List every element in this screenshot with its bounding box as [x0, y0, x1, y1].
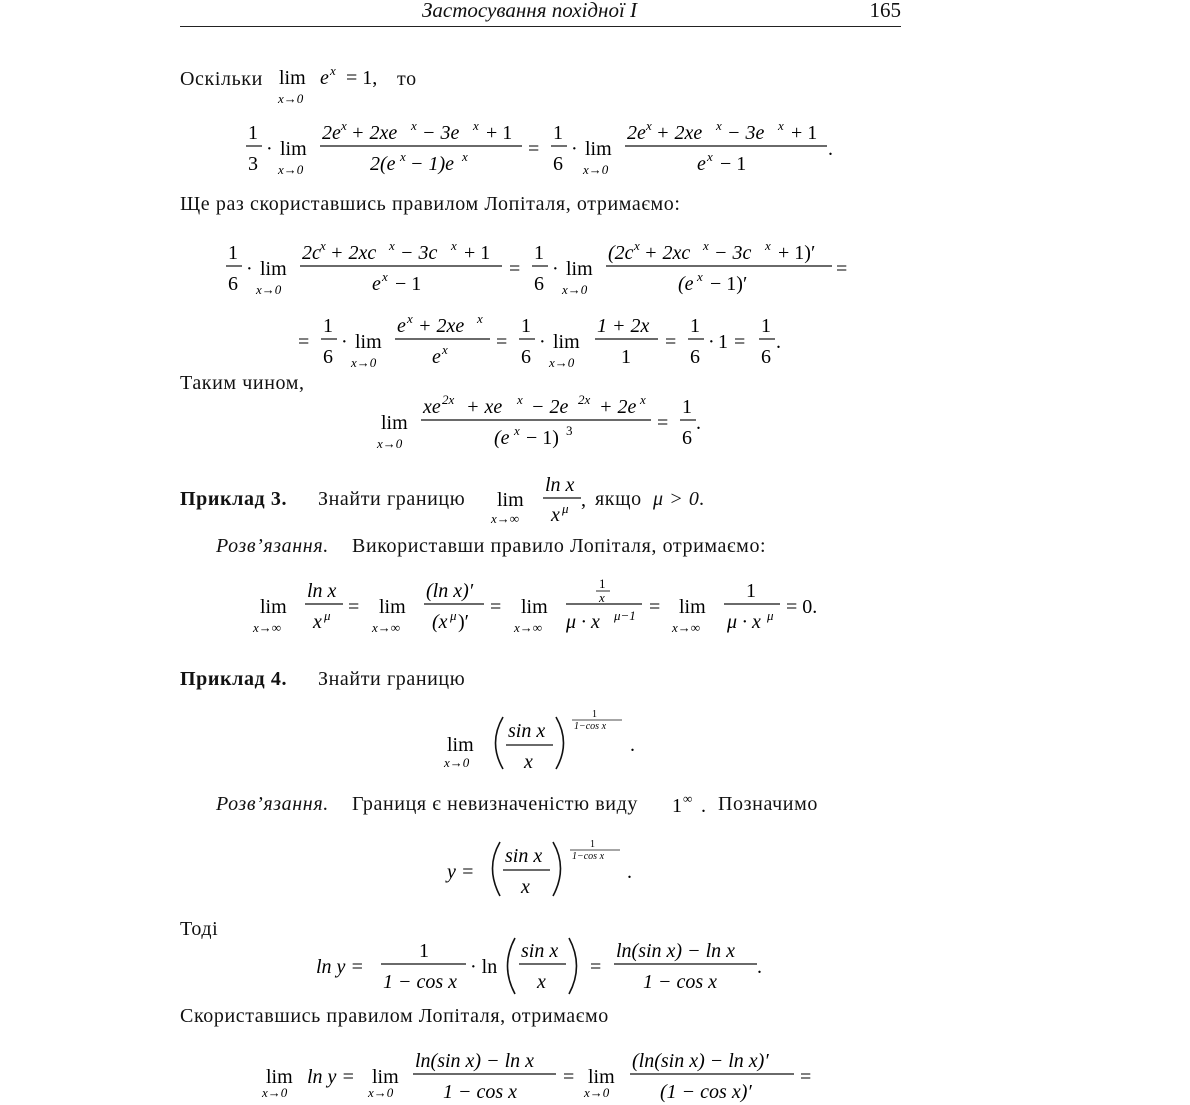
svg-text:x→0: x→0: [562, 282, 588, 297]
svg-text:6: 6: [553, 153, 563, 175]
svg-text:y =: y =: [447, 861, 475, 883]
svg-text:6: 6: [534, 273, 544, 295]
svg-text:x→0: x→0: [368, 1085, 394, 1100]
equation-1: [0, 112, 1190, 182]
svg-text:∞: ∞: [683, 791, 693, 806]
solution4-one-inf: [0, 785, 1190, 820]
svg-text:=: =: [649, 596, 661, 618]
svg-text:x: x: [341, 118, 347, 133]
svg-text:− 1)′: − 1)′: [710, 273, 748, 295]
svg-text:lim: lim: [379, 596, 406, 618]
text-line2: Ще раз скориставшись правилом Лопіталя, отримаємо:: [180, 193, 681, 215]
svg-text:lim: lim: [521, 596, 548, 618]
text-line3: Таким чином,: [180, 372, 305, 394]
svg-text:x: x: [514, 423, 520, 438]
svg-text:x: x: [517, 392, 523, 407]
svg-text:2x: 2x: [578, 392, 591, 407]
svg-text:e: e: [397, 315, 406, 337]
svg-text:+ 2xe: + 2xe: [418, 315, 465, 337]
svg-text:lim: lim: [260, 258, 287, 280]
svg-text:+ 1: + 1: [791, 122, 818, 144]
svg-text:+ xe: + xe: [466, 396, 503, 418]
svg-text:lim: lim: [266, 1066, 293, 1088]
solution4-text: Границя є невизначеністю виду: [352, 793, 638, 815]
svg-text:·: ·: [539, 331, 546, 353]
svg-text:μ: μ: [450, 608, 457, 623]
svg-text:2x: 2x: [442, 392, 455, 407]
svg-text:.: .: [776, 331, 781, 353]
example3-text: Знайти границю: [318, 488, 466, 510]
svg-text:x: x: [473, 118, 479, 133]
svg-text:6: 6: [761, 346, 771, 368]
svg-text:3: 3: [248, 153, 258, 175]
svg-text:x: x: [707, 149, 713, 164]
svg-text:lim: lim: [260, 596, 287, 618]
svg-text:=: =: [734, 331, 746, 353]
svg-text:e: e: [372, 273, 381, 295]
svg-text:+ 1)′: + 1)′: [778, 242, 816, 264]
svg-text:1: 1: [592, 709, 597, 720]
svg-text:=: =: [800, 1066, 812, 1088]
svg-text:μ · x: μ · x: [566, 611, 600, 633]
svg-text:.: .: [696, 412, 701, 434]
equation-7: [0, 930, 1190, 1000]
svg-text:x: x: [551, 504, 560, 526]
svg-text:x→∞: x→∞: [514, 620, 543, 635]
svg-text:x→∞: x→∞: [372, 620, 401, 635]
svg-text:·: ·: [571, 138, 578, 160]
svg-text:+ 2xe: + 2xe: [351, 122, 398, 144]
svg-text:ln y =: ln y =: [307, 1066, 355, 1088]
svg-text:x→∞: x→∞: [491, 511, 520, 526]
svg-text:.: .: [828, 138, 833, 160]
svg-text:·: ·: [341, 331, 348, 353]
svg-text:·: ·: [266, 138, 273, 160]
svg-text:x→0: x→0: [549, 355, 575, 370]
svg-text:x: x: [765, 238, 771, 253]
svg-text:μ−1: μ−1: [614, 608, 636, 623]
svg-text:2e: 2e: [322, 122, 341, 144]
svg-text:.: .: [630, 734, 635, 756]
solution3-label: Розв’язання.: [216, 535, 329, 557]
svg-text:1: 1: [690, 315, 700, 337]
svg-text:1: 1: [323, 315, 333, 337]
svg-text:x→0: x→0: [444, 755, 470, 770]
svg-text:3: 3: [566, 423, 573, 438]
svg-text:x: x: [382, 269, 388, 284]
svg-text:x: x: [778, 118, 784, 133]
svg-text:− 1: − 1: [720, 153, 747, 175]
svg-text:1: 1: [248, 122, 258, 144]
formula-limit-ex: [0, 62, 1190, 107]
svg-text:lim: lim: [280, 138, 307, 160]
svg-text:x: x: [389, 238, 395, 253]
svg-text:1: 1: [761, 315, 771, 337]
running-header: [180, 0, 901, 27]
svg-text:x→0: x→0: [262, 1085, 288, 1100]
svg-text:· ln: · ln: [470, 956, 498, 978]
solution4-label: Розв’язання.: [216, 793, 329, 815]
example3-mu-cond: μ > 0.: [653, 488, 706, 510]
svg-text:lim: lim: [588, 1066, 615, 1088]
equation-6: [0, 830, 1190, 905]
svg-text:μ: μ: [562, 501, 569, 516]
svg-text:)′: )′: [458, 611, 470, 633]
svg-text:(2c: (2c: [608, 242, 634, 264]
svg-text:sin x: sin x: [505, 845, 543, 867]
svg-text:μ: μ: [324, 608, 331, 623]
eq-one: = 1,: [346, 67, 378, 89]
svg-text:x→0: x→0: [584, 1085, 610, 1100]
svg-text:x: x: [537, 971, 546, 993]
svg-text:+ 1: + 1: [464, 242, 491, 264]
svg-text:=: =: [348, 596, 360, 618]
svg-text:(e: (e: [678, 273, 694, 295]
text-last: Скориставшись правилом Лопіталя, отримаємо: [180, 1005, 609, 1027]
example4-text: Знайти границю: [318, 668, 466, 690]
svg-text:1: 1: [746, 580, 756, 602]
svg-text:lim: lim: [585, 138, 612, 160]
text-then: Тоді: [180, 918, 219, 940]
svg-text:1: 1: [534, 242, 544, 264]
svg-text:=: =: [509, 258, 521, 280]
svg-text:2c: 2c: [302, 242, 321, 264]
svg-text:1: 1: [718, 331, 728, 353]
svg-text:x→0: x→0: [583, 162, 609, 177]
svg-text:1: 1: [553, 122, 563, 144]
lim: lim: [279, 67, 306, 89]
svg-text:.: .: [701, 795, 706, 817]
svg-text:x: x: [462, 149, 468, 164]
svg-text:x: x: [524, 751, 533, 773]
svg-text:1: 1: [672, 795, 682, 817]
equation-2a: [0, 232, 1190, 302]
svg-text:6: 6: [323, 346, 333, 368]
svg-text:6: 6: [228, 273, 238, 295]
svg-text:lim: lim: [372, 1066, 399, 1088]
svg-text:1−cos x: 1−cos x: [574, 721, 607, 732]
lim-sub: x→0: [278, 91, 304, 106]
svg-text:x: x: [400, 149, 406, 164]
solution4-suffix: Позначимо: [718, 793, 818, 815]
svg-text:1 − cos x: 1 − cos x: [383, 971, 458, 993]
equation-4: [0, 570, 1190, 640]
svg-text:=: =: [563, 1066, 575, 1088]
svg-text:x: x: [320, 238, 326, 253]
svg-text:·: ·: [246, 258, 253, 280]
svg-text:μ: μ: [767, 608, 774, 623]
svg-text:=: =: [665, 331, 677, 353]
svg-text:ln x: ln x: [545, 474, 575, 496]
svg-text:e: e: [432, 346, 441, 368]
svg-text:x: x: [451, 238, 457, 253]
svg-text:x→0: x→0: [351, 355, 377, 370]
svg-text:,: ,: [581, 489, 586, 511]
svg-text:− 1)e: − 1)e: [410, 153, 455, 175]
svg-text:6: 6: [682, 427, 692, 449]
svg-text:1: 1: [682, 396, 692, 418]
equation-8: [0, 1040, 1190, 1105]
svg-text:1: 1: [599, 576, 606, 591]
svg-text:− 3e: − 3e: [422, 122, 460, 144]
svg-text:− 1): − 1): [526, 427, 559, 449]
svg-text:x: x: [313, 611, 322, 633]
svg-text:lim: lim: [381, 412, 408, 434]
svg-text:xe: xe: [423, 396, 441, 418]
svg-text:=: =: [657, 412, 669, 434]
equation-3: [0, 380, 1190, 455]
solution3-text: Використавши правило Лопіталя, отримаємо:: [352, 535, 767, 557]
svg-text:− 2e: − 2e: [531, 396, 569, 418]
sup: x: [330, 63, 336, 78]
svg-text:x→0: x→0: [278, 162, 304, 177]
svg-text:lim: lim: [679, 596, 706, 618]
svg-text:+ 2e: + 2e: [599, 396, 637, 418]
svg-text:1 − cos x: 1 − cos x: [643, 971, 718, 993]
equation-2b: [0, 305, 1190, 375]
svg-text:(x: (x: [432, 611, 448, 633]
svg-text:·: ·: [552, 258, 559, 280]
e: e: [320, 67, 329, 89]
svg-text:− 1: − 1: [395, 273, 422, 295]
header-title: Застосування похідної I: [422, 0, 638, 22]
svg-text:=: =: [528, 138, 540, 160]
svg-text:1: 1: [521, 315, 531, 337]
svg-text:x→∞: x→∞: [253, 620, 282, 635]
svg-text:1: 1: [419, 940, 429, 962]
svg-text:.: .: [627, 861, 632, 883]
svg-text:(ln(sin x) − ln x)′: (ln(sin x) − ln x)′: [632, 1050, 769, 1072]
svg-text:ln x: ln x: [307, 580, 337, 602]
svg-text:x: x: [407, 311, 413, 326]
svg-text:x: x: [640, 392, 646, 407]
svg-text:x: x: [599, 590, 605, 605]
svg-text:6: 6: [521, 346, 531, 368]
svg-text:1: 1: [228, 242, 238, 264]
svg-text:sin x: sin x: [508, 720, 546, 742]
svg-text:2(e: 2(e: [370, 153, 396, 175]
svg-text:x: x: [477, 311, 483, 326]
svg-text:lim: lim: [566, 258, 593, 280]
svg-text:1 − cos x: 1 − cos x: [443, 1081, 518, 1103]
svg-text:− 3e: − 3e: [727, 122, 765, 144]
svg-text:lim: lim: [497, 489, 524, 511]
svg-text:1: 1: [590, 839, 595, 850]
svg-text:·: ·: [708, 331, 715, 353]
example4-label: Приклад 4.: [180, 668, 288, 690]
svg-text:= 0.: = 0.: [786, 596, 818, 618]
svg-text:x→∞: x→∞: [672, 620, 701, 635]
svg-text:=: =: [836, 258, 848, 280]
svg-text:=: =: [490, 596, 502, 618]
svg-text:− 3c: − 3c: [400, 242, 438, 264]
svg-text:x: x: [411, 118, 417, 133]
svg-text:1: 1: [621, 346, 631, 368]
svg-text:x→0: x→0: [256, 282, 282, 297]
svg-text:x: x: [521, 876, 530, 898]
svg-text:(1 − cos x)′: (1 − cos x)′: [660, 1081, 752, 1103]
svg-text:sin x: sin x: [521, 940, 559, 962]
svg-text:1−cos x: 1−cos x: [572, 851, 605, 862]
page-number: 165: [869, 0, 901, 22]
svg-text:ln y =: ln y =: [316, 956, 364, 978]
equation-5: [0, 705, 1190, 780]
svg-text:− 3c: − 3c: [714, 242, 752, 264]
svg-text:+ 1: + 1: [486, 122, 513, 144]
svg-text:=: =: [496, 331, 508, 353]
svg-text:x: x: [442, 342, 448, 357]
svg-text:e: e: [697, 153, 706, 175]
svg-text:6: 6: [690, 346, 700, 368]
svg-text:lim: lim: [355, 331, 382, 353]
svg-text:lim: lim: [553, 331, 580, 353]
svg-text:ln(sin x) − ln x: ln(sin x) − ln x: [616, 940, 736, 962]
svg-text:x: x: [716, 118, 722, 133]
svg-text:(ln x)′: (ln x)′: [426, 580, 474, 602]
example3-label: Приклад 3.: [180, 488, 288, 510]
svg-text:x: x: [646, 118, 652, 133]
svg-text:x→0: x→0: [377, 436, 403, 451]
svg-text:x: x: [697, 269, 703, 284]
svg-text:x: x: [634, 238, 640, 253]
svg-text:+ 2xe: + 2xe: [656, 122, 703, 144]
svg-text:μ · x: μ · x: [727, 611, 761, 633]
example3-cond: якщо: [595, 488, 642, 510]
svg-text:x: x: [703, 238, 709, 253]
svg-text:+ 2xc: + 2xc: [644, 242, 691, 264]
svg-text:(e: (e: [494, 427, 510, 449]
svg-text:1 + 2x: 1 + 2x: [597, 315, 650, 337]
text-line1-prefix: Оскільки: [180, 68, 263, 90]
svg-text:.: .: [757, 956, 762, 978]
svg-text:2e: 2e: [627, 122, 646, 144]
text-line1-suffix: то: [397, 68, 417, 90]
svg-text:ln(sin x) − ln x: ln(sin x) − ln x: [415, 1050, 535, 1072]
svg-text:lim: lim: [447, 734, 474, 756]
svg-text:=: =: [298, 331, 310, 353]
svg-text:+ 2xc: + 2xc: [330, 242, 377, 264]
svg-text:=: =: [590, 956, 602, 978]
